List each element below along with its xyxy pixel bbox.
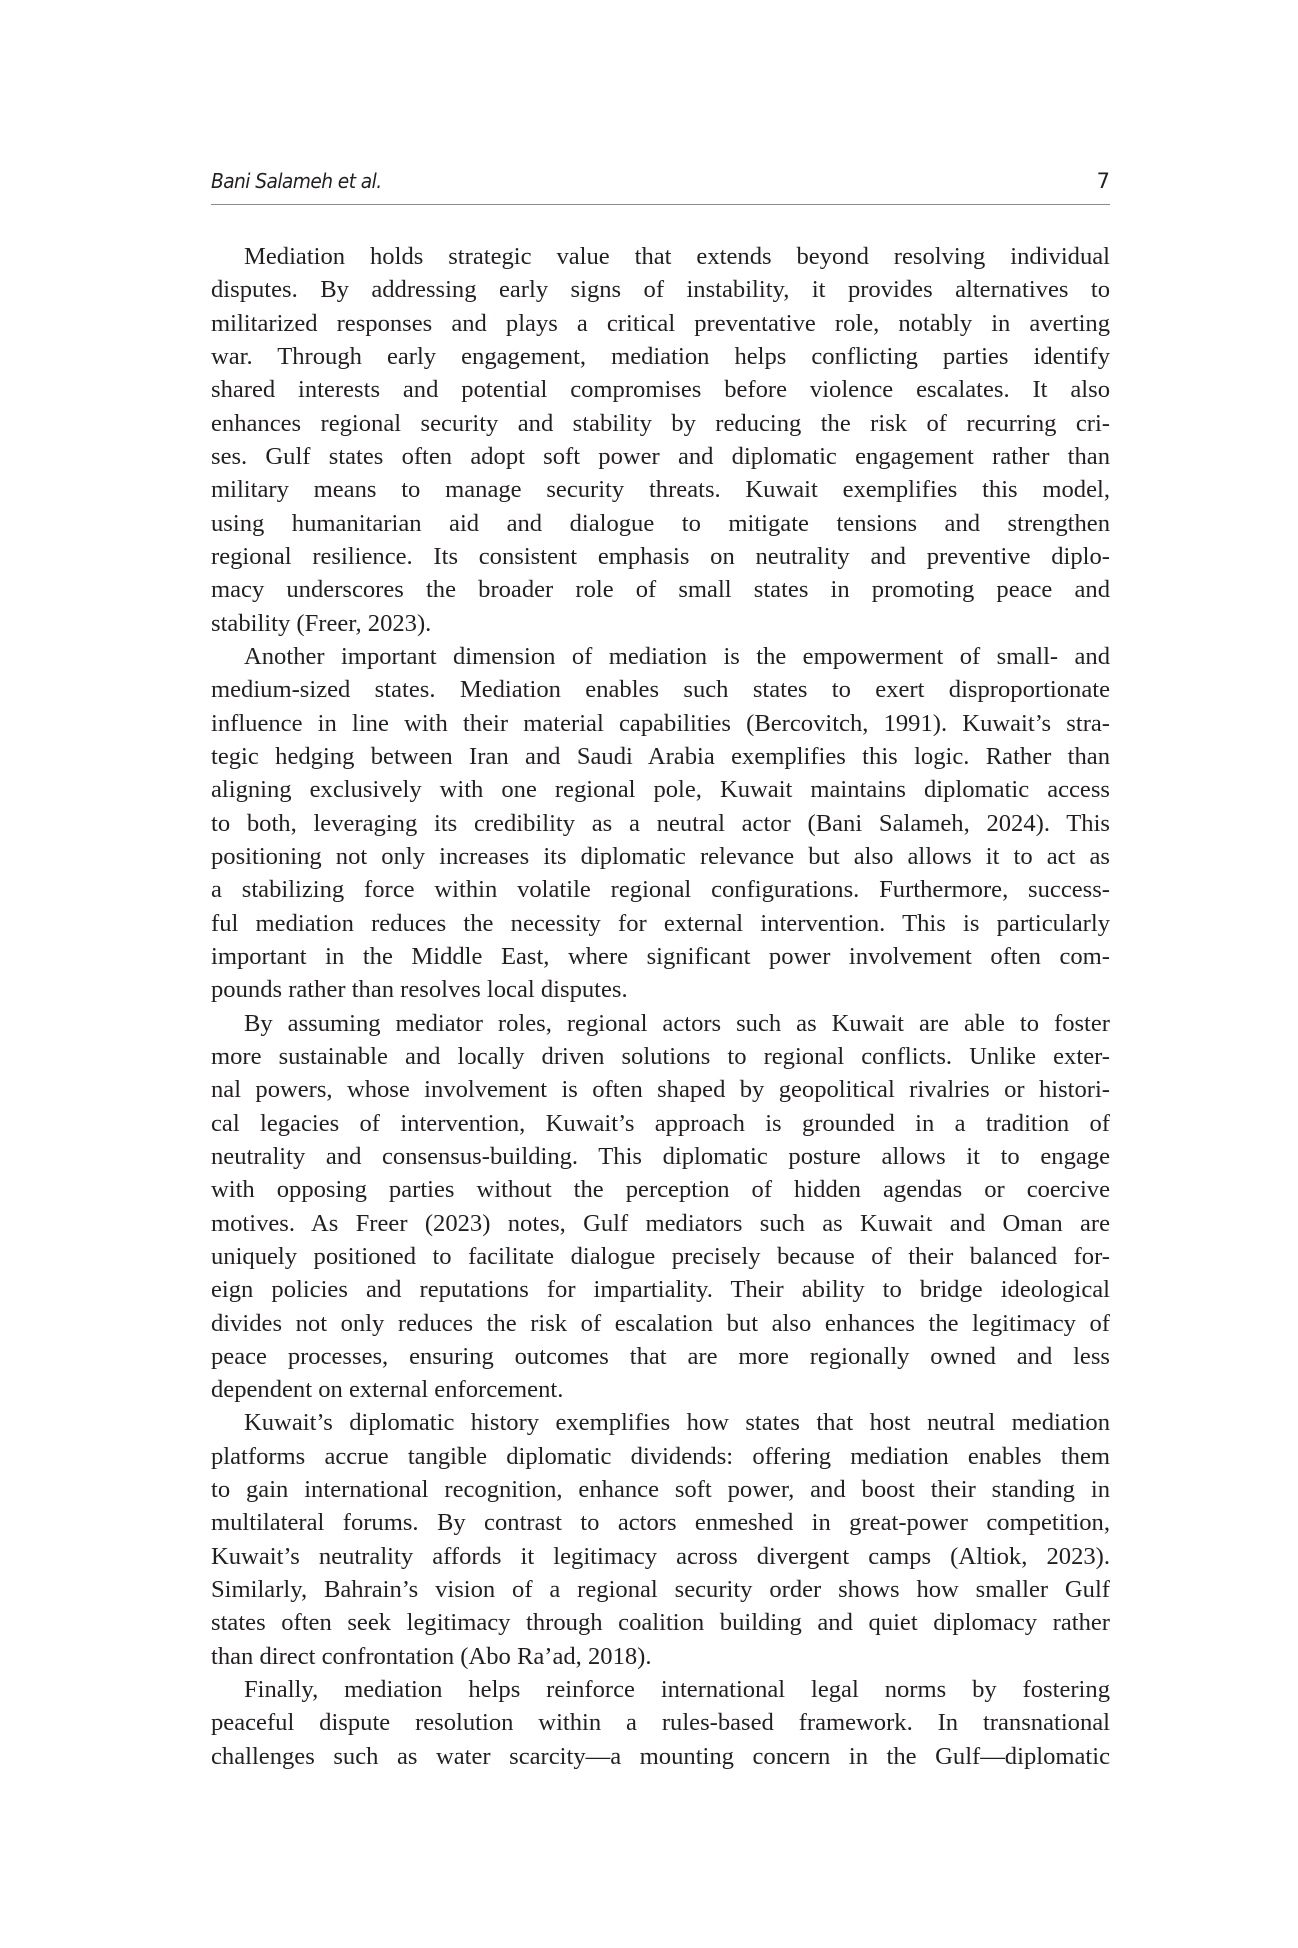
page-number: 7: [1096, 169, 1110, 193]
text-line: Similarly, Bahrain’s vision of a regional security order shows how smaller Gulf: [211, 1576, 1110, 1604]
text-line: motives. As Freer (2023) notes, Gulf mediators such as Kuwait and Oman are: [211, 1209, 1110, 1237]
text-line: aligning exclusively with one regional pole, Kuwait maintains diplomatic access: [211, 776, 1110, 804]
text-line: Kuwait’s neutrality affords it legitimacy across divergent camps (Altiok, 2023).: [211, 1542, 1110, 1570]
paragraph: [211, 1007, 1110, 1407]
text-line: more sustainable and locally driven solutions to regional conflicts. Unlike exter-: [211, 1042, 1110, 1070]
text-line: states often seek legitimacy through coalition building and quiet diplomacy rather: [211, 1609, 1110, 1637]
paragraph: [211, 1673, 1110, 1773]
text-line: regional resilience. Its consistent emphasis on neutrality and preventive diplo-: [211, 542, 1110, 570]
text-line: important in the Middle East, where significant power involvement often com-: [211, 942, 1110, 970]
text-line: ses. Gulf states often adopt soft power and diplomatic engagement rather than: [211, 442, 1110, 470]
text-line: stability (Freer, 2023).: [211, 609, 432, 637]
text-line: neutrality and consensus-building. This diplomatic posture allows it to engage: [211, 1142, 1110, 1170]
text-line: nal powers, whose involvement is often shaped by geopolitical rivalries or histori-: [211, 1076, 1110, 1104]
text-line: uniquely positioned to facilitate dialogue precisely because of their balanced for-: [211, 1242, 1110, 1270]
text-line: using humanitarian aid and dialogue to mitigate tensions and strengthen: [211, 509, 1110, 537]
text-line: disputes. By addressing early signs of instability, it provides alternatives to: [211, 276, 1110, 304]
paragraph: [211, 640, 1110, 1007]
text-line: than direct confrontation (Abo Ra’ad, 2018).: [211, 1642, 652, 1670]
text-line: tegic hedging between Iran and Saudi Arabia exemplifies this logic. Rather than: [211, 742, 1110, 770]
header-rule-divider: [211, 204, 1110, 205]
text-line: military means to manage security threats. Kuwait exemplifies this model,: [211, 476, 1110, 504]
text-line: ful mediation reduces the necessity for external intervention. This is particularly: [211, 909, 1110, 937]
text-line: divides not only reduces the risk of escalation but also enhances the legitimacy of: [211, 1309, 1110, 1337]
text-line: Finally, mediation helps reinforce international legal norms by fostering: [244, 1676, 1110, 1704]
text-line: pounds rather than resolves local disputes.: [211, 976, 628, 1004]
text-line: enhances regional security and stability by reducing the risk of recurring cri-: [211, 409, 1110, 437]
text-line: to both, leveraging its credibility as a neutral actor (Bani Salameh, 2024). This: [211, 809, 1110, 837]
text-line: medium-sized states. Mediation enables such states to exert disproportionate: [211, 676, 1110, 704]
text-line: war. Through early engagement, mediation helps conflicting parties identify: [211, 342, 1110, 370]
text-line: multilateral forums. By contrast to actors enmeshed in great-power competition,: [211, 1509, 1110, 1537]
text-line: to gain international recognition, enhance soft power, and boost their standing in: [211, 1476, 1110, 1504]
paragraph: [211, 1406, 1110, 1673]
text-line: influence in line with their material capabilities (Bercovitch, 1991). Kuwait’s stra-: [211, 709, 1110, 737]
text-line: militarized responses and plays a critical preventative role, notably in averting: [211, 309, 1110, 337]
text-line: Mediation holds strategic value that extends beyond resolving individual: [244, 243, 1110, 270]
text-line: challenges such as water scarcity—a mounting concern in the Gulf—diplomatic: [211, 1742, 1110, 1770]
text-line: peaceful dispute resolution within a rules-based framework. In transnational: [211, 1709, 1110, 1737]
text-line: with opposing parties without the perception of hidden agendas or coercive: [211, 1176, 1110, 1204]
text-line: cal legacies of intervention, Kuwait’s approach is grounded in a tradition of: [211, 1109, 1110, 1137]
text-line: eign policies and reputations for impartiality. Their ability to bridge ideological: [211, 1276, 1110, 1304]
text-line: dependent on external enforcement.: [211, 1376, 564, 1404]
running-head-author: Bani Salameh et al.: [211, 169, 382, 193]
text-line: peace processes, ensuring outcomes that are more regionally owned and less: [211, 1342, 1110, 1370]
text-line: macy underscores the broader role of small states in promoting peace and: [211, 576, 1110, 604]
running-head: [211, 166, 1110, 196]
text-line: Kuwait’s diplomatic history exemplifies how states that host neutral mediation: [244, 1409, 1110, 1437]
text-line: shared interests and potential compromises before violence escalates. It also: [211, 376, 1110, 404]
text-line: positioning not only increases its diplomatic relevance but also allows it to act as: [211, 842, 1110, 870]
body-text: [211, 240, 1110, 1773]
text-line: Another important dimension of mediation is the empowerment of small- and: [244, 642, 1110, 670]
text-line: a stabilizing force within volatile regional configurations. Furthermore, success-: [211, 876, 1110, 904]
text-line: platforms accrue tangible diplomatic dividends: offering mediation enables them: [211, 1442, 1110, 1470]
text-line: By assuming mediator roles, regional actors such as Kuwait are able to foster: [244, 1009, 1110, 1037]
paragraph: [211, 240, 1110, 640]
